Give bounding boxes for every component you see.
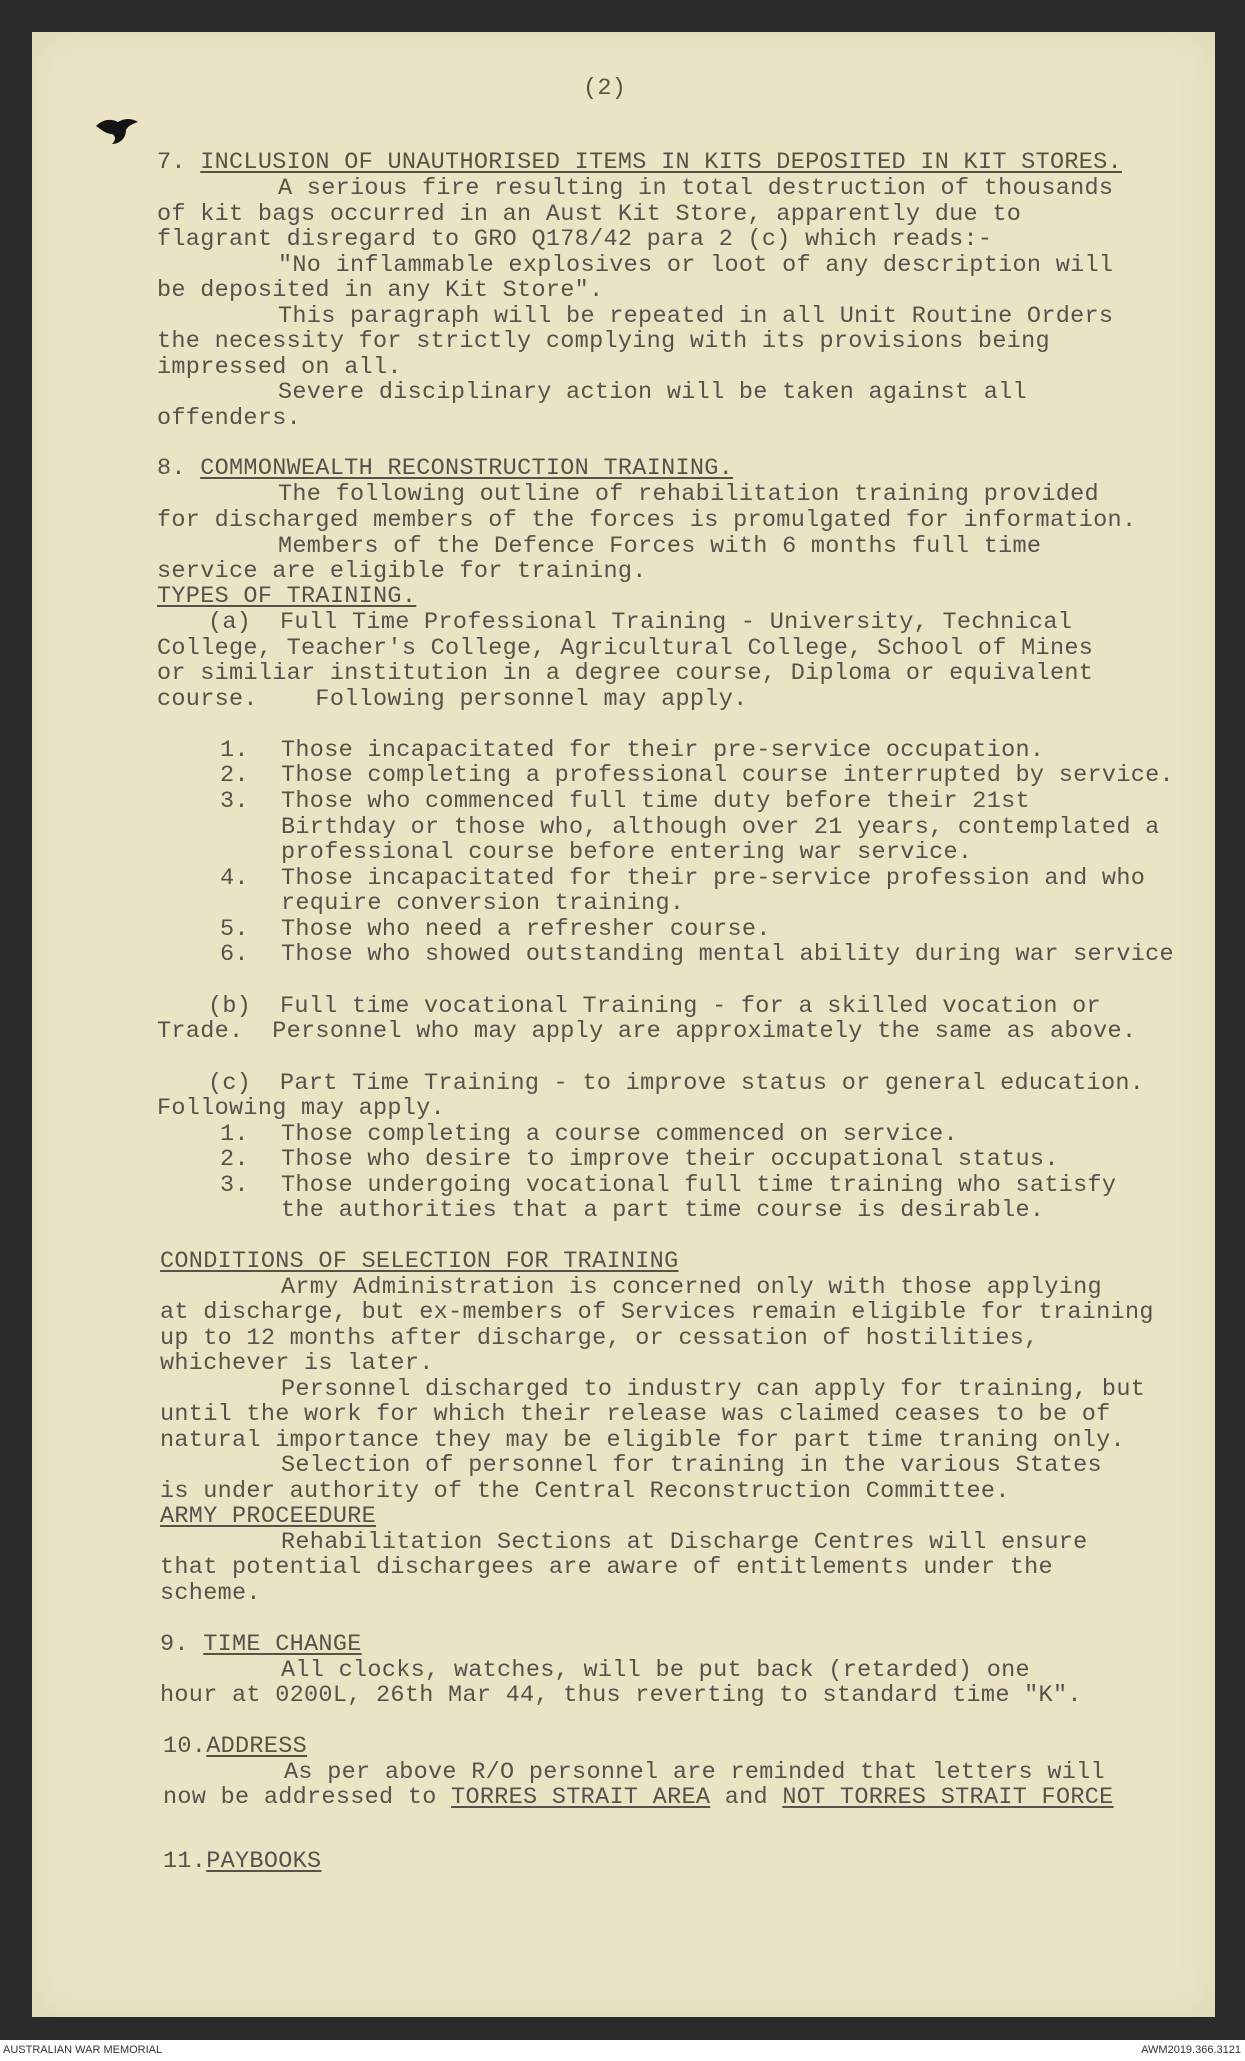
training-a-item-number: 5. bbox=[220, 916, 249, 943]
training-a-line: College, Teacher's College, Agricultural College, School of Mines bbox=[157, 635, 1094, 662]
training-c-item-number: 3. bbox=[220, 1172, 249, 1199]
training-a-item-text: Those who commenced full time duty before their 21st bbox=[281, 788, 1030, 815]
section-7-number: 7. bbox=[157, 149, 201, 176]
section-8-number: 8. bbox=[157, 455, 201, 482]
footer-institution: AUSTRALIAN WAR MEMORIAL bbox=[3, 2044, 163, 2056]
training-a-item-text: Those who showed outstanding mental ability during war service bbox=[281, 941, 1174, 968]
section-8-line: service are eligible for training. bbox=[157, 558, 647, 585]
types-of-training-heading: TYPES OF TRAINING. bbox=[157, 583, 417, 610]
army-procedure-line: Rehabilitation Sections at Discharge Centres will ensure bbox=[281, 1529, 1088, 1556]
section-8-line: The following outline of rehabilitation training provided bbox=[278, 481, 1099, 508]
conditions-line: whichever is later. bbox=[160, 1350, 434, 1377]
section-9-line: hour at 0200L, 26th Mar 44, thus reverting to standard time "K". bbox=[160, 1682, 1082, 1709]
section-11-number: 11. bbox=[163, 1848, 207, 1875]
training-a-item-text: Those completing a professional course interrupted by service. bbox=[281, 762, 1174, 789]
conditions-line: Army Administration is concerned only with those applying bbox=[281, 1274, 1102, 1301]
section-8-heading bbox=[157, 456, 733, 482]
section-11-title: PAYBOOKS bbox=[206, 1848, 322, 1875]
training-a-item-text: professional course before entering war service. bbox=[281, 839, 973, 866]
not-torres-strait-force-text: NOT TORRES STRAIT FORCE bbox=[782, 1784, 1114, 1811]
section-10-number: 10. bbox=[163, 1733, 207, 1760]
training-c-item-text: Those completing a course commenced on service. bbox=[281, 1121, 958, 1148]
training-a-item-number: 1. bbox=[220, 737, 249, 764]
training-a-item-number: 4. bbox=[220, 865, 249, 892]
section-7-line: offenders. bbox=[157, 405, 302, 432]
conditions-line: Selection of personnel for training in the various States bbox=[281, 1452, 1102, 1479]
training-c-item-text: the authorities that a part time course is desirable. bbox=[281, 1197, 1045, 1224]
training-a-item-text: Those incapacitated for their pre-service profession and who bbox=[281, 865, 1146, 892]
section-9-number: 9. bbox=[160, 1631, 204, 1658]
conditions-line: is under authority of the Central Reconstruction Committee. bbox=[160, 1478, 1010, 1505]
section-10-line: As per above R/O personnel are reminded that letters will bbox=[284, 1759, 1105, 1786]
section-10-title: ADDRESS bbox=[206, 1733, 308, 1760]
footer-catalogue-id: AWM2019.366.3121 bbox=[1141, 2044, 1241, 2056]
torres-strait-area-text: TORRES STRAIT AREA bbox=[451, 1784, 711, 1811]
section-10-text: now be addressed to bbox=[163, 1784, 452, 1811]
training-c-item-number: 1. bbox=[220, 1121, 249, 1148]
training-c-item-text: Those who desire to improve their occupational status. bbox=[281, 1146, 1059, 1173]
footer-bar bbox=[0, 2040, 1245, 2061]
training-c-line: (c) Part Time Training - to improve status or general education. bbox=[208, 1070, 1145, 1097]
training-a-item-text: require conversion training. bbox=[281, 890, 685, 917]
section-8-line: Members of the Defence Forces with 6 months full time bbox=[278, 533, 1042, 560]
army-procedure-line: that potential dischargees are aware of entitlements under the bbox=[160, 1554, 1053, 1581]
conditions-heading: CONDITIONS OF SELECTION FOR TRAINING bbox=[160, 1248, 679, 1275]
training-c-item-text: Those undergoing vocational full time training who satisfy bbox=[281, 1172, 1117, 1199]
section-9-title: TIME CHANGE bbox=[203, 1631, 362, 1658]
section-7-line: impressed on all. bbox=[157, 354, 402, 381]
section-9-heading bbox=[160, 1632, 362, 1658]
training-a-item-text: Those who need a refresher course. bbox=[281, 916, 771, 943]
army-procedure-heading: ARMY PROCEEDURE bbox=[160, 1503, 377, 1530]
ink-blot-mark bbox=[92, 112, 142, 152]
section-10-text: and bbox=[710, 1784, 783, 1811]
conditions-line: until the work for which their release was claimed ceases to be of bbox=[160, 1401, 1111, 1428]
section-10-line bbox=[163, 1785, 1114, 1811]
training-a-line: or similiar institution in a degree course, Diploma or equivalent bbox=[157, 660, 1094, 687]
section-7-line: This paragraph will be repeated in all Unit Routine Orders bbox=[278, 303, 1114, 330]
section-7-line: the necessity for strictly complying with its provisions being bbox=[157, 328, 1050, 355]
section-11-heading bbox=[163, 1849, 321, 1875]
section-7-heading bbox=[157, 150, 1122, 176]
section-8-title: COMMONWEALTH RECONSTRUCTION TRAINING. bbox=[200, 455, 734, 482]
training-a-item-number: 3. bbox=[220, 788, 249, 815]
section-9-line: All clocks, watches, will be put back (retarded) one bbox=[281, 1657, 1030, 1684]
training-a-item-number: 6. bbox=[220, 941, 249, 968]
conditions-line: Personnel discharged to industry can apply for training, but bbox=[281, 1376, 1146, 1403]
training-b-line: Trade. Personnel who may apply are approximately the same as above. bbox=[157, 1018, 1137, 1045]
section-8-line: for discharged members of the forces is promulgated for information. bbox=[157, 507, 1137, 534]
section-7-line: of kit bags occurred in an Aust Kit Store, apparently due to bbox=[157, 201, 1022, 228]
training-a-item-text: Birthday or those who, although over 21 years, contemplated a bbox=[281, 814, 1160, 841]
conditions-line: natural importance they may be eligible for part time traning only. bbox=[160, 1427, 1125, 1454]
section-7-line: flagrant disregard to GRO Q178/42 para 2 (c) which reads:- bbox=[157, 226, 993, 253]
conditions-line: up to 12 months after discharge, or cessation of hostilities, bbox=[160, 1325, 1039, 1352]
training-b-line: (b) Full time vocational Training - for a skilled vocation or bbox=[208, 993, 1101, 1020]
training-c-item-number: 2. bbox=[220, 1146, 249, 1173]
training-a-line: (a) Full Time Professional Training - University, Technical bbox=[208, 609, 1073, 636]
training-a-item-text: Those incapacitated for their pre-service occupation. bbox=[281, 737, 1045, 764]
section-7-quote-line: be deposited in any Kit Store". bbox=[157, 277, 604, 304]
section-10-heading bbox=[163, 1734, 307, 1760]
training-a-item-number: 2. bbox=[220, 762, 249, 789]
section-7-title: INCLUSION OF UNAUTHORISED ITEMS IN KITS DEPOSITED IN KIT STORES. bbox=[200, 149, 1122, 176]
conditions-line: at discharge, but ex-members of Services remain eligible for training bbox=[160, 1299, 1154, 1326]
section-7-quote-line: "No inflammable explosives or loot of any description will bbox=[278, 252, 1114, 279]
training-a-line: course. Following personnel may apply. bbox=[157, 686, 748, 713]
section-7-line: A serious fire resulting in total destruction of thousands bbox=[278, 175, 1114, 202]
training-c-line: Following may apply. bbox=[157, 1095, 446, 1122]
page-number: (2) bbox=[583, 75, 627, 102]
section-7-line: Severe disciplinary action will be taken against all bbox=[278, 379, 1027, 406]
army-procedure-line: scheme. bbox=[160, 1580, 261, 1607]
